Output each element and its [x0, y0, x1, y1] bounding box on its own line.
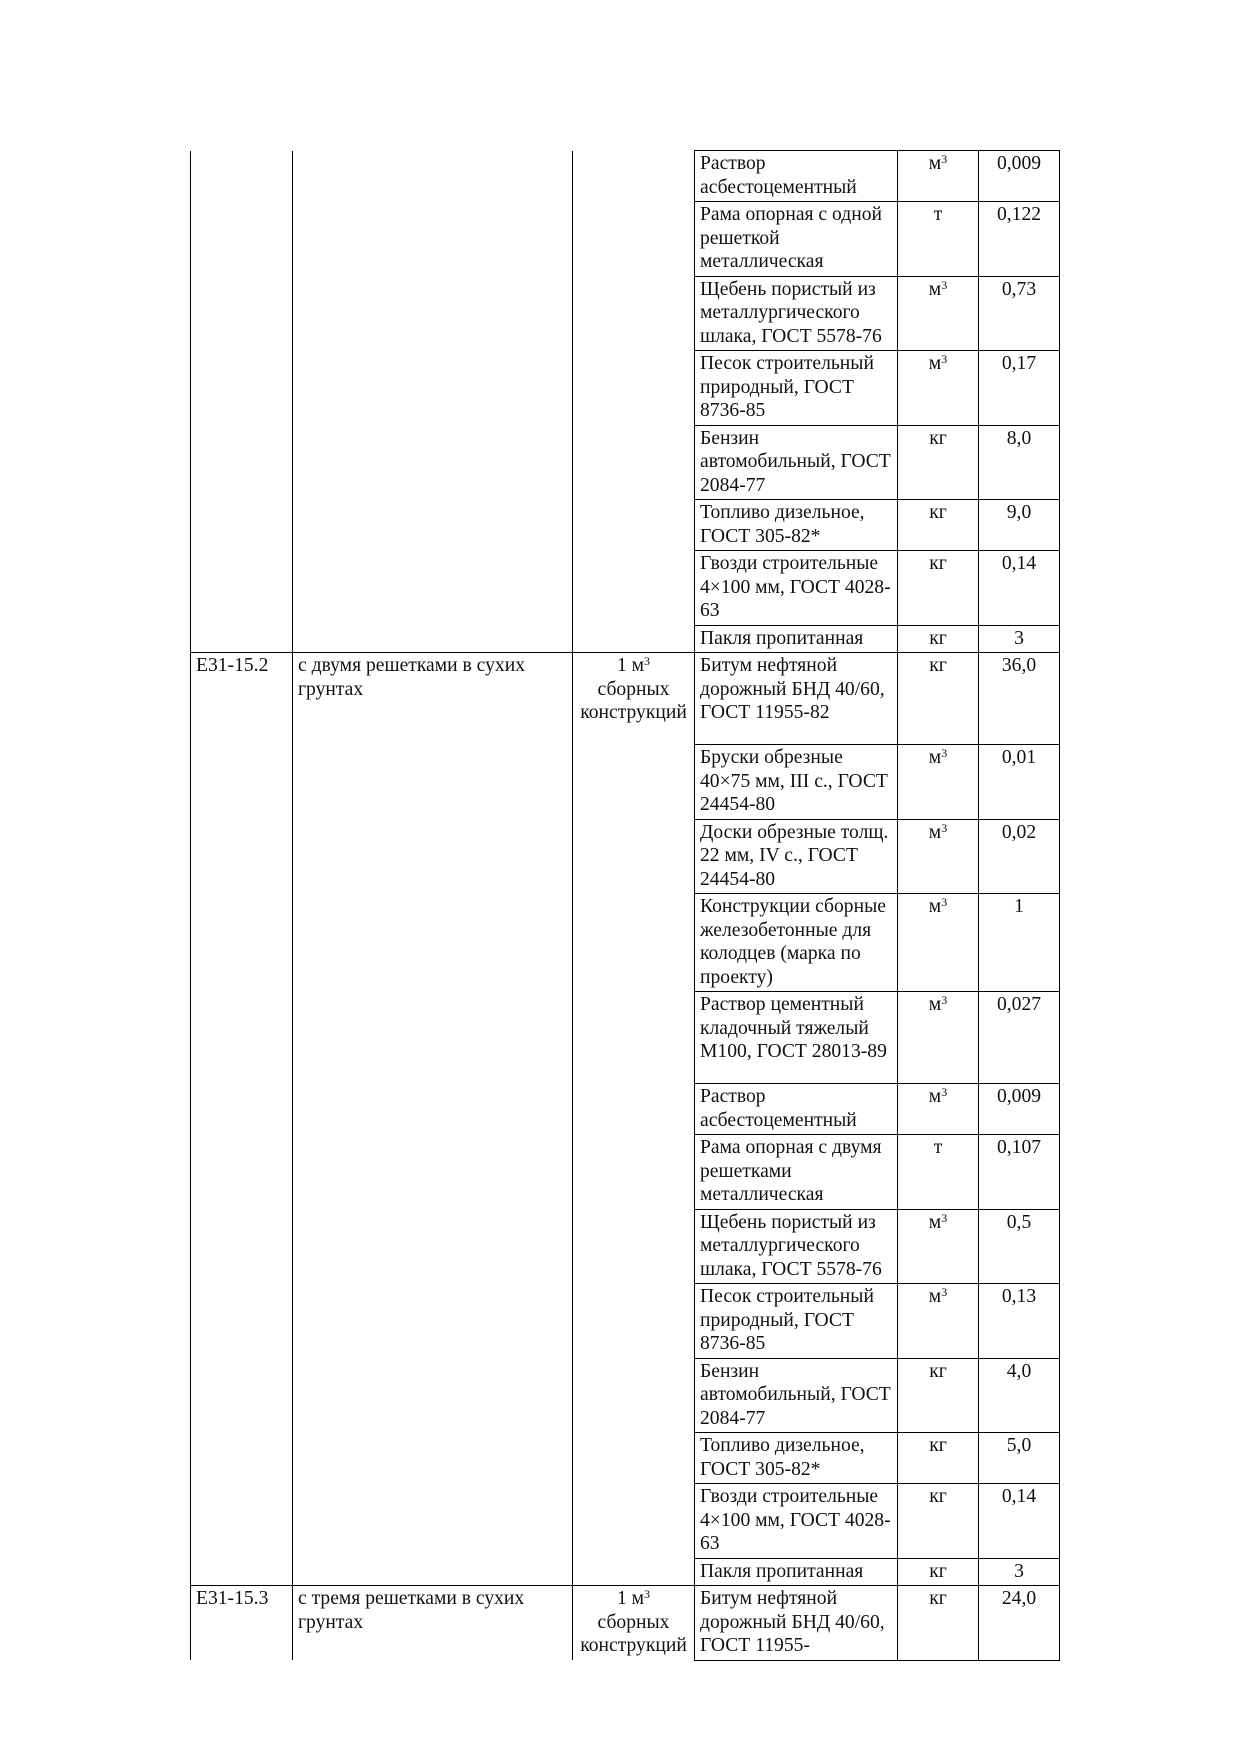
quantity-cell: 8,0	[979, 425, 1060, 500]
unit-text: м	[928, 353, 942, 374]
table-row	[191, 351, 1060, 426]
unit-cell	[898, 425, 979, 500]
code-cell	[191, 1558, 293, 1586]
code-cell	[191, 1135, 293, 1210]
resource-name-cell: Песок строительный природный, ГОСТ 8736-85	[695, 351, 898, 426]
quantity-cell: 0,009	[979, 151, 1060, 202]
work-description-cell	[293, 500, 573, 551]
measure-unit-cell	[573, 1084, 695, 1135]
measure-unit-cell	[573, 819, 695, 894]
work-description-cell	[293, 625, 573, 653]
measure-unit-cell	[573, 1209, 695, 1284]
work-description-cell	[293, 894, 573, 992]
code-cell	[191, 1284, 293, 1359]
unit-text: т	[933, 1137, 943, 1158]
work-description-cell	[293, 1135, 573, 1210]
measure-text: 1 м	[616, 655, 645, 676]
unit-superscript: 3	[941, 1285, 948, 1299]
unit-text: м	[928, 1211, 942, 1233]
resource-name-cell: Щебень пористый из металлургического шлака, ГОСТ 5578-76	[695, 276, 898, 351]
unit-text: кг	[929, 627, 947, 649]
unit-cell	[898, 1586, 979, 1661]
work-description-cell	[293, 1433, 573, 1484]
quantity-cell: 0,02	[979, 819, 1060, 894]
unit-cell	[898, 1433, 979, 1484]
measure-unit-cell	[573, 1135, 695, 1210]
unit-text: м	[928, 1286, 942, 1307]
quantity-cell: 0,107	[979, 1135, 1060, 1210]
code-cell	[191, 819, 293, 894]
table-row	[191, 1586, 1060, 1661]
code-cell	[191, 1358, 293, 1433]
resource-name-cell: Раствор асбестоцементный	[695, 151, 898, 202]
code-cell	[191, 351, 293, 426]
unit-cell	[898, 202, 979, 277]
unit-text: т	[933, 204, 943, 225]
unit-cell	[898, 551, 979, 626]
unit-text: кг	[929, 553, 947, 574]
measure-unit-cell	[573, 202, 695, 277]
work-description-cell	[293, 819, 573, 894]
unit-superscript: 3	[941, 152, 948, 166]
code-cell	[191, 992, 293, 1084]
work-description-cell	[293, 992, 573, 1084]
code-cell	[191, 1484, 293, 1559]
unit-cell	[898, 625, 979, 653]
quantity-cell: 36,0	[979, 653, 1060, 745]
code-cell: Е31-15.2	[191, 653, 293, 745]
measure-unit-cell	[573, 894, 695, 992]
unit-text: кг	[929, 1435, 947, 1456]
unit-text: м	[928, 747, 942, 768]
measure-unit-cell	[573, 1433, 695, 1484]
measure-unit-cell	[573, 653, 695, 745]
unit-text: кг	[929, 427, 947, 449]
work-description-cell	[293, 202, 573, 277]
table-row	[191, 1433, 1060, 1484]
unit-superscript: 3	[941, 352, 948, 366]
table-row	[191, 1209, 1060, 1284]
unit-text: м	[928, 821, 942, 843]
measure-unit-cell	[573, 992, 695, 1084]
table-row	[191, 202, 1060, 277]
quantity-cell: 0,13	[979, 1284, 1060, 1359]
unit-superscript: 3	[941, 895, 948, 909]
unit-text: м	[928, 1086, 942, 1107]
table-row	[191, 992, 1060, 1084]
measure-unit-cell	[573, 151, 695, 202]
work-description-cell	[293, 1084, 573, 1135]
resource-name-cell: Песок строительный природный, ГОСТ 8736-85	[695, 1284, 898, 1359]
resource-name-cell: Рама опорная с одной решеткой металлическая	[695, 202, 898, 277]
work-description-cell	[293, 1558, 573, 1586]
unit-text: м	[928, 896, 942, 917]
resource-name-cell: Бензин автомобильный, ГОСТ 2084-77	[695, 425, 898, 500]
resource-name-cell: Топливо дизельное, ГОСТ 305-82*	[695, 500, 898, 551]
code-cell	[191, 625, 293, 653]
measure-superscript: 3	[644, 654, 651, 668]
unit-cell	[898, 992, 979, 1084]
measure-rest-text: сборных конструкций	[580, 678, 687, 723]
table-row	[191, 151, 1060, 202]
quantity-cell: 0,14	[979, 1484, 1060, 1559]
unit-superscript: 3	[941, 277, 948, 292]
unit-cell	[898, 1358, 979, 1433]
measure-unit-cell	[573, 351, 695, 426]
unit-cell	[898, 1084, 979, 1135]
unit-text: м	[928, 153, 942, 174]
unit-text: кг	[929, 1588, 947, 1609]
measure-unit-cell	[573, 1484, 695, 1559]
table-row	[191, 1358, 1060, 1433]
table-row	[191, 1135, 1060, 1210]
measure-text: 1 м	[616, 1588, 645, 1609]
code-cell	[191, 425, 293, 500]
work-description-cell	[293, 276, 573, 351]
unit-cell	[898, 276, 979, 351]
quantity-cell: 0,122	[979, 202, 1060, 277]
table-row	[191, 276, 1060, 351]
resource-name-cell: Конструкции сборные железобетонные для колодцев (марка по проекту)	[695, 894, 898, 992]
work-description-cell	[293, 1484, 573, 1559]
quantity-cell: 0,14	[979, 551, 1060, 626]
resource-name-cell: Пакля пропитанная	[695, 625, 898, 653]
unit-superscript: 3	[941, 1210, 948, 1225]
quantity-cell: 0,01	[979, 745, 1060, 820]
code-cell	[191, 500, 293, 551]
work-description-cell: с тремя решетками в сухих грунтах	[293, 1586, 573, 1661]
work-description-cell	[293, 551, 573, 626]
table-row	[191, 653, 1060, 745]
unit-cell	[898, 1209, 979, 1284]
unit-text: кг	[929, 502, 947, 523]
unit-text: м	[928, 994, 942, 1015]
measure-superscript: 3	[644, 1587, 651, 1601]
unit-cell	[898, 151, 979, 202]
quantity-cell: 0,009	[979, 1084, 1060, 1135]
unit-cell	[898, 1558, 979, 1586]
table-row	[191, 745, 1060, 820]
table-row	[191, 1558, 1060, 1586]
unit-text: кг	[929, 1360, 947, 1382]
quantity-cell: 5,0	[979, 1433, 1060, 1484]
measure-unit-cell	[573, 500, 695, 551]
measure-unit-cell	[573, 551, 695, 626]
code-cell: Е31-15.3	[191, 1586, 293, 1661]
quantity-cell: 0,73	[979, 276, 1060, 351]
unit-text: кг	[929, 1486, 947, 1507]
code-cell	[191, 551, 293, 626]
work-description-cell	[293, 1358, 573, 1433]
unit-text: м	[928, 278, 942, 300]
table-row	[191, 1284, 1060, 1359]
code-cell	[191, 276, 293, 351]
resource-name-cell: Пакля пропитанная	[695, 1558, 898, 1586]
table-row	[191, 819, 1060, 894]
quantity-cell: 0,5	[979, 1209, 1060, 1284]
measure-unit-cell	[573, 1358, 695, 1433]
resource-name-cell: Битум нефтяной дорожный БНД 40/60, ГОСТ 11955-	[695, 1586, 898, 1661]
measure-rest-text: сборных конструкций	[580, 1611, 687, 1656]
unit-superscript: 3	[941, 993, 948, 1007]
table-row	[191, 1084, 1060, 1135]
measure-unit-cell	[573, 1586, 695, 1661]
unit-cell	[898, 500, 979, 551]
unit-cell	[898, 653, 979, 745]
resource-name-cell: Гвозди строительные 4×100 мм, ГОСТ 4028-63	[695, 551, 898, 626]
quantity-cell: 3	[979, 625, 1060, 653]
unit-superscript: 3	[941, 1085, 948, 1099]
code-cell	[191, 1084, 293, 1135]
code-cell	[191, 151, 293, 202]
measure-unit-cell	[573, 745, 695, 820]
work-description-cell: с двумя решетками в сухих грунтах	[293, 653, 573, 745]
code-cell	[191, 745, 293, 820]
table-row	[191, 1484, 1060, 1559]
table-row	[191, 625, 1060, 653]
resource-name-cell: Рама опорная с двумя решетками металлическая	[695, 1135, 898, 1210]
table-row	[191, 500, 1060, 551]
measure-unit-cell	[573, 1558, 695, 1586]
unit-cell	[898, 1135, 979, 1210]
quantity-cell: 0,17	[979, 351, 1060, 426]
quantity-cell: 24,0	[979, 1586, 1060, 1661]
code-cell	[191, 202, 293, 277]
resource-name-cell: Щебень пористый из металлургического шлака, ГОСТ 5578-76	[695, 1209, 898, 1284]
unit-cell	[898, 745, 979, 820]
unit-cell	[898, 819, 979, 894]
table-row	[191, 425, 1060, 500]
resource-name-cell: Бруски обрезные 40×75 мм, III с., ГОСТ 24454-80	[695, 745, 898, 820]
work-description-cell	[293, 1284, 573, 1359]
unit-text: кг	[929, 1560, 947, 1582]
resource-name-cell: Бензин автомобильный, ГОСТ 2084-77	[695, 1358, 898, 1433]
resource-norms-table	[190, 150, 1060, 1661]
unit-cell	[898, 351, 979, 426]
work-description-cell	[293, 1209, 573, 1284]
table-row	[191, 551, 1060, 626]
measure-unit-cell	[573, 425, 695, 500]
unit-cell	[898, 1284, 979, 1359]
unit-superscript: 3	[941, 820, 948, 835]
code-cell	[191, 1209, 293, 1284]
code-cell	[191, 1433, 293, 1484]
quantity-cell: 0,027	[979, 992, 1060, 1084]
unit-cell	[898, 1484, 979, 1559]
table-row	[191, 894, 1060, 992]
resource-name-cell: Раствор асбестоцементный	[695, 1084, 898, 1135]
resource-name-cell: Раствор цементный кладочный тяжелый М100, ГОСТ 28013-89	[695, 992, 898, 1084]
work-description-cell	[293, 151, 573, 202]
measure-unit-cell	[573, 1284, 695, 1359]
resource-name-cell: Гвозди строительные 4×100 мм, ГОСТ 4028-63	[695, 1484, 898, 1559]
resource-name-cell: Доски обрезные толщ. 22 мм, IV с., ГОСТ 24454-80	[695, 819, 898, 894]
quantity-cell: 9,0	[979, 500, 1060, 551]
resource-name-cell: Топливо дизельное, ГОСТ 305-82*	[695, 1433, 898, 1484]
quantity-cell: 4,0	[979, 1358, 1060, 1433]
unit-superscript: 3	[941, 746, 948, 760]
unit-text: кг	[929, 655, 947, 676]
quantity-cell: 1	[979, 894, 1060, 992]
work-description-cell	[293, 351, 573, 426]
work-description-cell	[293, 745, 573, 820]
table-body	[191, 151, 1060, 1661]
measure-unit-cell	[573, 625, 695, 653]
unit-cell	[898, 894, 979, 992]
resource-name-cell: Битум нефтяной дорожный БНД 40/60, ГОСТ 11955-82	[695, 653, 898, 745]
quantity-cell: 3	[979, 1558, 1060, 1586]
measure-unit-cell	[573, 276, 695, 351]
work-description-cell	[293, 425, 573, 500]
code-cell	[191, 894, 293, 992]
